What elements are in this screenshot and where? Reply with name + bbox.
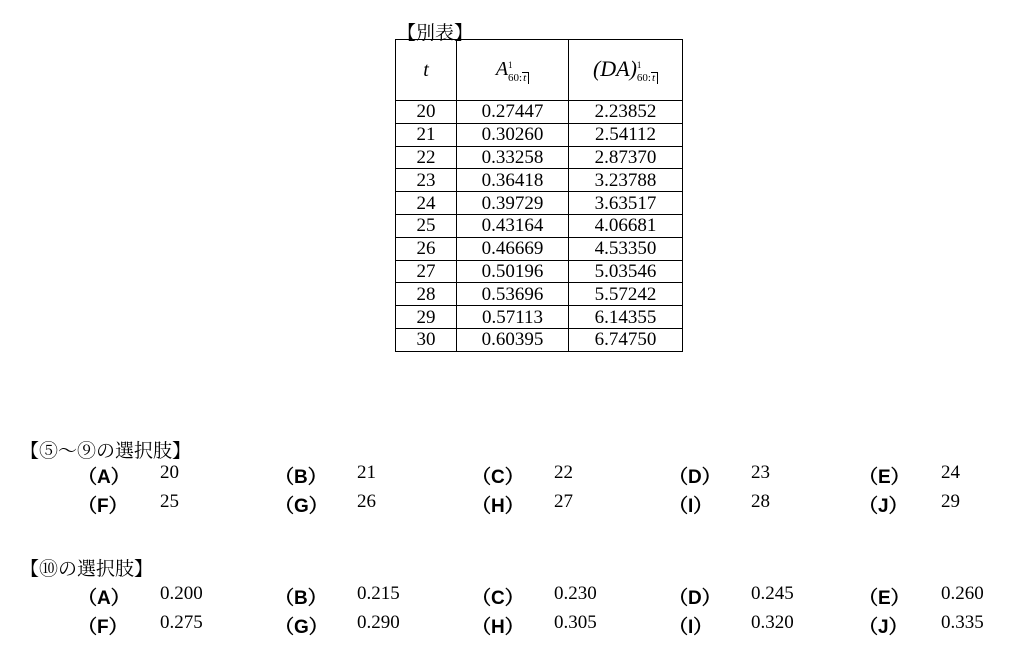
choice-option[interactable] [275,462,376,489]
choice-label: （I） [669,617,713,638]
table-row [396,123,683,146]
cell-da: 6.74750 [569,328,683,351]
table-row [396,101,683,124]
choice-value: 0.290 [357,612,400,633]
choice-value: 26 [357,491,376,512]
choice-value: 28 [751,491,770,512]
table-row [396,328,683,351]
cell-a: 0.50196 [457,260,569,283]
cell-t: 23 [396,169,457,192]
choice-option[interactable] [78,491,179,518]
choice-value: 0.275 [160,612,203,633]
choice-option[interactable] [859,583,984,610]
cell-da: 3.23788 [569,169,683,192]
cell-a: 0.27447 [457,101,569,124]
cell-da: 2.23852 [569,101,683,124]
header-da-sub-t: t [651,72,656,85]
choice-option[interactable] [472,462,573,489]
choice-value: 21 [357,462,376,483]
choice-label: （F） [78,617,128,638]
choice-value: 0.335 [941,612,984,633]
header-da-angle [651,72,658,84]
choice-label: （F） [78,496,128,517]
table-row [396,169,683,192]
header-a-sub-t: t [523,71,527,84]
table-header-row [396,40,683,101]
table-row [396,283,683,306]
table-row [396,214,683,237]
choices-5-9-title: 【⑤～⑨の選択肢】 [20,441,192,462]
header-a-sub-pre: 60: [508,71,523,84]
choice-label: （H） [472,496,524,517]
choice-value: 0.260 [941,583,984,604]
choice-value: 25 [160,491,179,512]
choice-label: （I） [669,496,713,517]
header-a-symbol: A [495,57,509,80]
cell-t: 26 [396,237,457,260]
cell-t: 25 [396,214,457,237]
choice-label: （C） [472,588,524,609]
choice-value: 0.200 [160,583,203,604]
cell-da: 5.03546 [569,260,683,283]
table-title: 【別表】 [397,23,474,44]
cell-da: 2.54112 [569,123,683,146]
choice-label: （A） [78,467,130,488]
choice-label: （C） [472,467,524,488]
choice-option[interactable] [78,583,203,610]
cell-a: 0.43164 [457,214,569,237]
cell-da: 2.87370 [569,146,683,169]
choice-value: 22 [554,462,573,483]
cell-t: 27 [396,260,457,283]
choice-value: 0.320 [751,612,794,633]
choice-option[interactable] [669,491,770,518]
cell-a: 0.53696 [457,283,569,306]
header-da-symbol: (DA) [592,55,637,81]
cell-a: 0.33258 [457,146,569,169]
cell-da: 6.14355 [569,306,683,329]
choice-option[interactable] [78,612,203,639]
cell-t: 24 [396,192,457,215]
choice-option[interactable] [275,612,400,639]
header-a [457,40,569,101]
choice-label: （G） [275,617,328,638]
table-row [396,146,683,169]
choice-label: （J） [859,496,908,517]
choice-value: 0.305 [554,612,597,633]
choice-label: （A） [78,588,130,609]
choice-label: （B） [275,588,327,609]
cell-t: 20 [396,101,457,124]
choice-label: （B） [275,467,327,488]
header-da-sub-pre: 60: [636,72,651,85]
header-t-label: t [423,58,429,81]
cell-a: 0.36418 [457,169,569,192]
header-a-subscript [508,72,529,84]
cell-t: 28 [396,283,457,306]
header-da [569,40,683,101]
choices-10-title: 【⑩の選択肢】 [20,559,154,580]
choice-value: 29 [941,491,960,512]
choice-label: （E） [859,467,910,488]
choice-option[interactable] [859,491,960,518]
header-da-superscript: 1 [636,60,642,71]
header-da-subscript [637,72,658,84]
header-t [396,40,457,101]
cell-t: 29 [396,306,457,329]
choice-label: （E） [859,588,910,609]
cell-t: 22 [396,146,457,169]
annuity-table [395,39,683,352]
choice-option[interactable] [78,462,179,489]
choice-option[interactable] [859,612,984,639]
choice-value: 23 [751,462,770,483]
cell-a: 0.30260 [457,123,569,146]
choice-option[interactable] [472,491,573,518]
choice-option[interactable] [275,583,400,610]
choice-value: 0.245 [751,583,794,604]
cell-t: 21 [396,123,457,146]
choice-label: （D） [669,588,721,609]
table-row [396,306,683,329]
choice-label: （G） [275,496,328,517]
choice-option[interactable] [669,462,770,489]
choice-option[interactable] [472,612,597,639]
cell-da: 4.53350 [569,237,683,260]
choice-label: （H） [472,617,524,638]
choice-option[interactable] [859,462,960,489]
choice-label: （D） [669,467,721,488]
choice-option[interactable] [472,583,597,610]
choice-option[interactable] [669,583,794,610]
choice-option[interactable] [275,491,376,518]
cell-a: 0.46669 [457,237,569,260]
cell-a: 0.60395 [457,328,569,351]
choice-value: 20 [160,462,179,483]
choice-value: 0.215 [357,583,400,604]
choice-label: （J） [859,617,908,638]
choice-value: 24 [941,462,960,483]
choice-value: 27 [554,491,573,512]
cell-da: 5.57242 [569,283,683,306]
choice-value: 0.230 [554,583,597,604]
table-row [396,260,683,283]
table-row [396,237,683,260]
table-row [396,192,683,215]
header-a-angle [522,72,529,84]
cell-a: 0.57113 [457,306,569,329]
cell-da: 3.63517 [569,192,683,215]
header-a-superscript: 1 [508,59,513,70]
choice-option[interactable] [669,612,794,639]
cell-da: 4.06681 [569,214,683,237]
cell-a: 0.39729 [457,192,569,215]
cell-t: 30 [396,328,457,351]
